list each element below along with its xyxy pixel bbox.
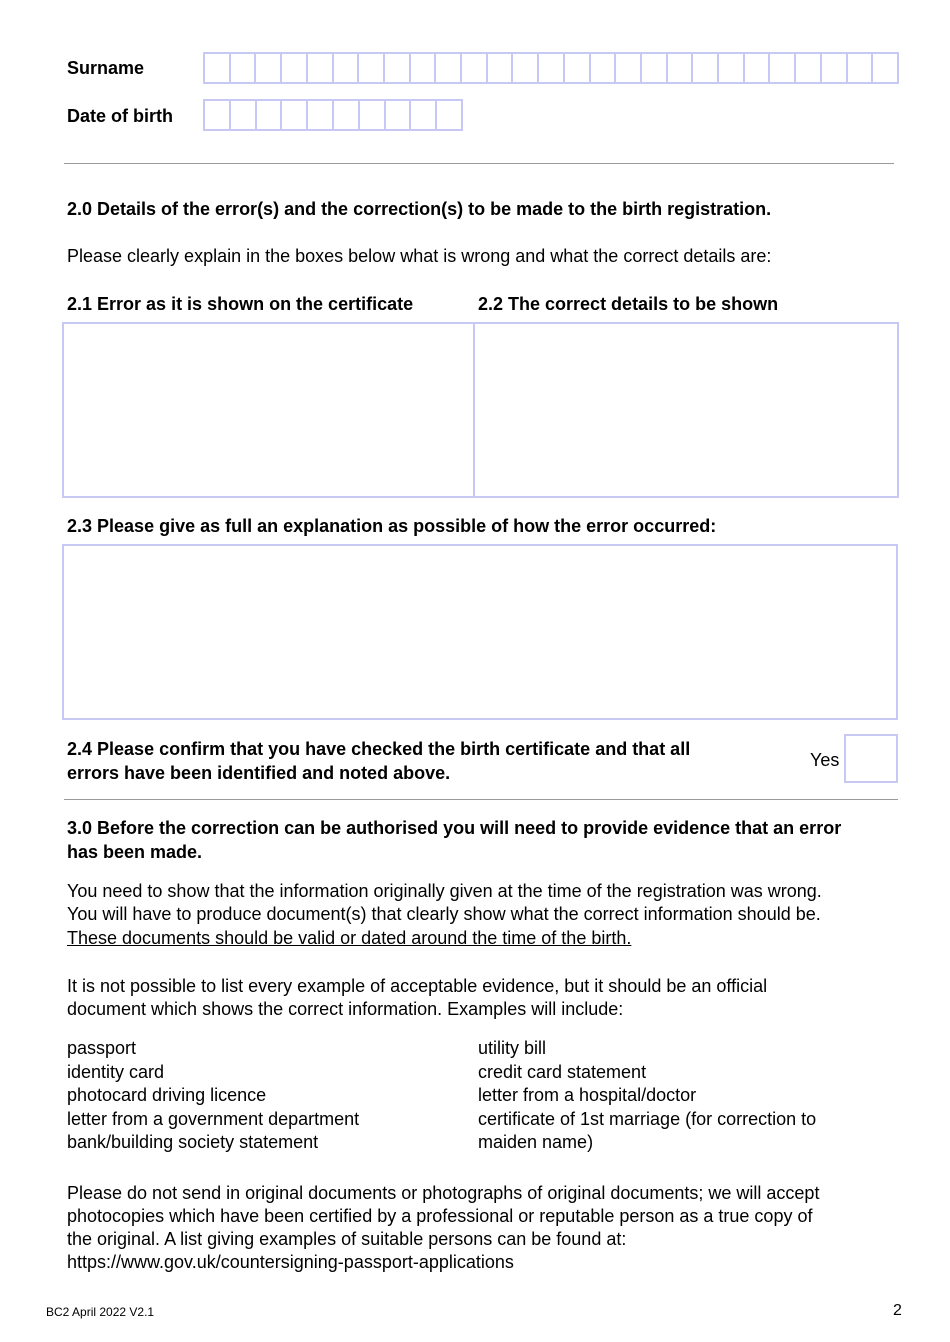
confirm-label-line1: 2.4 Please confirm that you have checked the birth certificate and that all xyxy=(67,739,691,759)
list-item: certificate of 1st marriage (for correction to xyxy=(478,1108,817,1129)
evidence-para3-line1: Please do not send in original documents or photographs of original documents; we will accept xyxy=(67,1183,820,1203)
divider-top xyxy=(64,163,894,164)
evidence-list-right xyxy=(478,1037,816,1155)
evidence-para2-line1: It is not possible to list every example of acceptable evidence, but it should be an official xyxy=(67,976,768,996)
list-item: passport xyxy=(67,1038,137,1058)
error-shown-textarea[interactable] xyxy=(62,322,475,498)
list-item: utility bill xyxy=(478,1038,547,1058)
correct-details-textarea[interactable] xyxy=(473,322,899,498)
surname-label: Surname xyxy=(67,58,145,78)
dob-label: Date of birth xyxy=(67,106,173,126)
page-number: 2 xyxy=(893,1302,902,1319)
confirm-yes-checkbox[interactable] xyxy=(844,734,898,783)
correct-details-label: 2.2 The correct details to be shown xyxy=(478,294,779,314)
list-item: credit card statement xyxy=(478,1061,647,1082)
list-item: bank/building society statement xyxy=(67,1132,319,1152)
section-2-heading: 2.0 Details of the error(s) and the correction(s) to be made to the birth registration. xyxy=(67,199,772,219)
evidence-para3-line3: the original. A list giving examples of suitable persons can be found at: xyxy=(67,1229,627,1249)
section-2-intro: Please clearly explain in the boxes below what is wrong and what the correct details are: xyxy=(67,246,772,266)
confirm-label-line2: errors have been identified and noted above. xyxy=(67,763,451,783)
error-shown-label: 2.1 Error as it is shown on the certificate xyxy=(67,294,414,314)
evidence-para1-line2: You will have to produce document(s) that clearly show what the correct information should be. xyxy=(67,904,821,924)
evidence-para3-line2: photocopies which have been certified by a professional or reputable person as a true copy of xyxy=(67,1206,813,1226)
evidence-para1-line1: You need to show that the information originally given at the time of the registration was wrong. xyxy=(67,881,822,901)
section-3-heading-line1: 3.0 Before the correction can be authorised you will need to provide evidence that an error xyxy=(67,818,842,838)
evidence-list-left xyxy=(67,1037,359,1155)
countersigning-link[interactable]: https://www.gov.uk/countersigning-passport-applications xyxy=(67,1252,514,1272)
surname-input[interactable] xyxy=(203,52,899,84)
list-item: photocard driving licence xyxy=(67,1085,267,1105)
list-item: maiden name) xyxy=(478,1132,594,1152)
evidence-para2-line2: document which shows the correct information. Examples will include: xyxy=(67,999,624,1019)
list-item: identity card xyxy=(67,1061,165,1082)
explanation-label: 2.3 Please give as full an explanation as possible of how the error occurred: xyxy=(67,516,717,536)
divider-middle xyxy=(64,799,898,800)
underlined-requirement: These documents should be valid or dated around the time of the birth. xyxy=(67,928,632,948)
list-item: letter from a hospital/doctor xyxy=(478,1085,697,1105)
evidence-para1-line3 xyxy=(67,926,631,950)
list-item: letter from a government department xyxy=(67,1108,360,1129)
explanation-textarea[interactable] xyxy=(62,544,898,720)
form-reference: BC2 April 2022 V2.1 xyxy=(46,1305,155,1319)
dob-input[interactable] xyxy=(203,99,463,131)
yes-label: Yes xyxy=(810,750,840,770)
section-3-heading-line2: has been made. xyxy=(67,842,203,862)
